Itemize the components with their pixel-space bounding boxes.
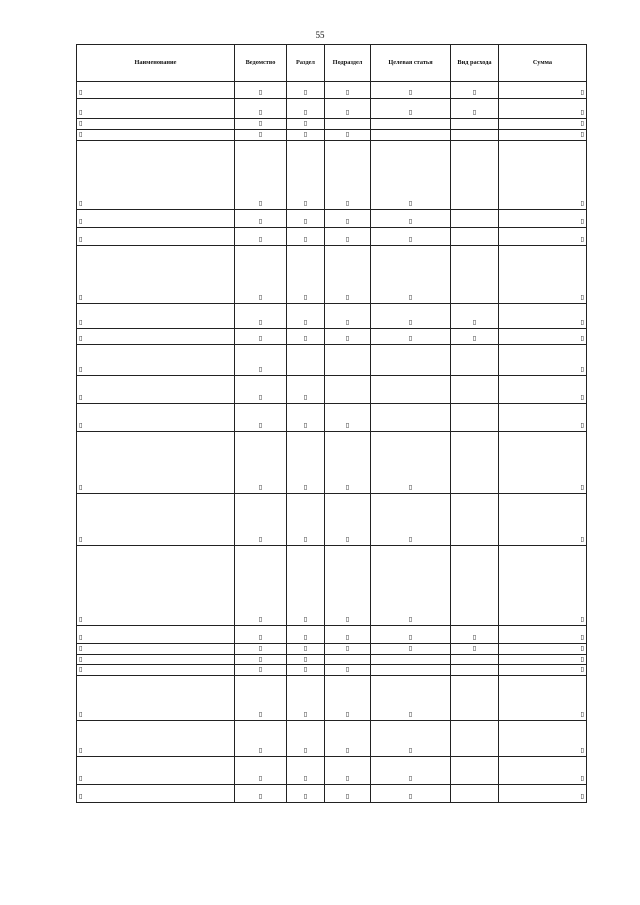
row-expense-type-cell xyxy=(451,676,499,721)
col-header-name: Наименование xyxy=(77,45,235,82)
row-dept-cell: ▯ xyxy=(235,119,287,130)
row-section-cell xyxy=(287,344,325,375)
row-subsection-cell: ▯ xyxy=(325,431,371,493)
row-expense-type-cell xyxy=(451,785,499,803)
row-target-cell xyxy=(371,129,451,140)
row-name-cell: ▯ xyxy=(77,785,235,803)
row-section-cell: ▯ xyxy=(287,643,325,654)
row-section-cell: ▯ xyxy=(287,245,325,303)
row-expense-type-cell: ▯ xyxy=(451,643,499,654)
row-section-cell: ▯ xyxy=(287,493,325,545)
row-name-cell: ▯ xyxy=(77,431,235,493)
row-section-cell: ▯ xyxy=(287,209,325,227)
row-target-cell xyxy=(371,375,451,403)
row-name-cell: ▯ xyxy=(77,643,235,654)
row-section-cell: ▯ xyxy=(287,676,325,721)
row-section-cell: ▯ xyxy=(287,119,325,130)
page-number: 55 xyxy=(315,30,325,40)
table-row xyxy=(77,375,587,403)
row-amount-cell: ▯ xyxy=(499,82,587,99)
row-dept-cell: ▯ xyxy=(235,403,287,431)
row-subsection-cell xyxy=(325,344,371,375)
row-dept-cell: ▯ xyxy=(235,654,287,665)
row-amount-cell: ▯ xyxy=(499,757,587,785)
row-section-cell: ▯ xyxy=(287,431,325,493)
row-dept-cell: ▯ xyxy=(235,245,287,303)
row-dept-cell: ▯ xyxy=(235,328,287,344)
budget-table xyxy=(76,44,587,803)
row-dept-cell: ▯ xyxy=(235,129,287,140)
table-row xyxy=(77,545,587,625)
row-dept-cell: ▯ xyxy=(235,99,287,119)
table-row xyxy=(77,431,587,493)
row-dept-cell: ▯ xyxy=(235,303,287,328)
row-section-cell: ▯ xyxy=(287,82,325,99)
row-name-cell: ▯ xyxy=(77,676,235,721)
row-dept-cell: ▯ xyxy=(235,625,287,643)
row-target-cell: ▯ xyxy=(371,625,451,643)
row-amount-cell: ▯ xyxy=(499,245,587,303)
table-row xyxy=(77,344,587,375)
row-name-cell: ▯ xyxy=(77,82,235,99)
row-subsection-cell: ▯ xyxy=(325,129,371,140)
row-name-cell: ▯ xyxy=(77,665,235,676)
row-dept-cell: ▯ xyxy=(235,643,287,654)
row-dept-cell: ▯ xyxy=(235,82,287,99)
row-section-cell: ▯ xyxy=(287,227,325,245)
row-name-cell: ▯ xyxy=(77,757,235,785)
row-section-cell: ▯ xyxy=(287,403,325,431)
row-amount-cell: ▯ xyxy=(499,209,587,227)
row-subsection-cell: ▯ xyxy=(325,99,371,119)
row-section-cell: ▯ xyxy=(287,375,325,403)
row-amount-cell: ▯ xyxy=(499,403,587,431)
row-amount-cell: ▯ xyxy=(499,665,587,676)
row-subsection-cell: ▯ xyxy=(325,493,371,545)
row-dept-cell: ▯ xyxy=(235,545,287,625)
row-amount-cell: ▯ xyxy=(499,328,587,344)
row-target-cell xyxy=(371,654,451,665)
row-target-cell xyxy=(371,344,451,375)
row-expense-type-cell xyxy=(451,119,499,130)
row-subsection-cell: ▯ xyxy=(325,721,371,757)
row-name-cell: ▯ xyxy=(77,119,235,130)
row-target-cell xyxy=(371,119,451,130)
row-target-cell: ▯ xyxy=(371,493,451,545)
row-amount-cell: ▯ xyxy=(499,643,587,654)
row-subsection-cell: ▯ xyxy=(325,625,371,643)
row-expense-type-cell xyxy=(451,493,499,545)
row-name-cell: ▯ xyxy=(77,140,235,209)
row-amount-cell: ▯ xyxy=(499,545,587,625)
row-expense-type-cell: ▯ xyxy=(451,303,499,328)
row-subsection-cell xyxy=(325,654,371,665)
col-header-amount: Сумма xyxy=(499,45,587,82)
row-dept-cell: ▯ xyxy=(235,785,287,803)
row-subsection-cell: ▯ xyxy=(325,227,371,245)
row-dept-cell: ▯ xyxy=(235,757,287,785)
row-subsection-cell xyxy=(325,119,371,130)
row-subsection-cell: ▯ xyxy=(325,245,371,303)
row-dept-cell: ▯ xyxy=(235,493,287,545)
row-subsection-cell: ▯ xyxy=(325,643,371,654)
row-target-cell: ▯ xyxy=(371,785,451,803)
row-name-cell: ▯ xyxy=(77,328,235,344)
row-dept-cell: ▯ xyxy=(235,140,287,209)
row-target-cell: ▯ xyxy=(371,140,451,209)
table-header-row xyxy=(77,45,587,82)
row-target-cell: ▯ xyxy=(371,303,451,328)
table-row xyxy=(77,209,587,227)
row-dept-cell: ▯ xyxy=(235,676,287,721)
row-expense-type-cell xyxy=(451,245,499,303)
row-expense-type-cell: ▯ xyxy=(451,99,499,119)
table-row xyxy=(77,328,587,344)
row-dept-cell: ▯ xyxy=(235,375,287,403)
row-dept-cell: ▯ xyxy=(235,344,287,375)
row-expense-type-cell xyxy=(451,757,499,785)
row-target-cell: ▯ xyxy=(371,757,451,785)
row-target-cell: ▯ xyxy=(371,209,451,227)
table-row xyxy=(77,140,587,209)
row-amount-cell: ▯ xyxy=(499,676,587,721)
row-target-cell: ▯ xyxy=(371,227,451,245)
row-target-cell: ▯ xyxy=(371,643,451,654)
table-row xyxy=(77,721,587,757)
row-target-cell: ▯ xyxy=(371,721,451,757)
col-header-target: Целевая статья xyxy=(371,45,451,82)
table-row xyxy=(77,643,587,654)
row-expense-type-cell xyxy=(451,665,499,676)
row-expense-type-cell xyxy=(451,545,499,625)
row-expense-type-cell xyxy=(451,227,499,245)
row-subsection-cell: ▯ xyxy=(325,140,371,209)
row-target-cell xyxy=(371,665,451,676)
row-dept-cell: ▯ xyxy=(235,431,287,493)
row-section-cell: ▯ xyxy=(287,129,325,140)
row-amount-cell: ▯ xyxy=(499,375,587,403)
row-amount-cell: ▯ xyxy=(499,493,587,545)
row-target-cell xyxy=(371,403,451,431)
table-row xyxy=(77,119,587,130)
row-section-cell: ▯ xyxy=(287,757,325,785)
table-row xyxy=(77,785,587,803)
row-expense-type-cell xyxy=(451,721,499,757)
row-subsection-cell: ▯ xyxy=(325,403,371,431)
row-amount-cell: ▯ xyxy=(499,119,587,130)
row-name-cell: ▯ xyxy=(77,303,235,328)
row-amount-cell: ▯ xyxy=(499,431,587,493)
row-amount-cell: ▯ xyxy=(499,721,587,757)
table-row xyxy=(77,227,587,245)
row-section-cell: ▯ xyxy=(287,785,325,803)
row-expense-type-cell xyxy=(451,140,499,209)
row-target-cell: ▯ xyxy=(371,82,451,99)
table-row xyxy=(77,303,587,328)
row-name-cell: ▯ xyxy=(77,209,235,227)
row-expense-type-cell: ▯ xyxy=(451,328,499,344)
row-dept-cell: ▯ xyxy=(235,227,287,245)
row-name-cell: ▯ xyxy=(77,99,235,119)
row-name-cell: ▯ xyxy=(77,721,235,757)
row-name-cell: ▯ xyxy=(77,344,235,375)
table-body xyxy=(77,82,587,803)
row-target-cell: ▯ xyxy=(371,431,451,493)
row-section-cell: ▯ xyxy=(287,625,325,643)
table-row xyxy=(77,99,587,119)
row-amount-cell: ▯ xyxy=(499,99,587,119)
row-expense-type-cell: ▯ xyxy=(451,625,499,643)
row-amount-cell: ▯ xyxy=(499,227,587,245)
row-name-cell: ▯ xyxy=(77,129,235,140)
row-subsection-cell xyxy=(325,375,371,403)
row-subsection-cell: ▯ xyxy=(325,785,371,803)
row-name-cell: ▯ xyxy=(77,654,235,665)
table-row xyxy=(77,493,587,545)
row-expense-type-cell xyxy=(451,375,499,403)
row-expense-type-cell xyxy=(451,403,499,431)
col-header-subsection: Подраздел xyxy=(325,45,371,82)
row-section-cell: ▯ xyxy=(287,665,325,676)
table-row xyxy=(77,665,587,676)
table-row xyxy=(77,403,587,431)
table-row xyxy=(77,82,587,99)
row-amount-cell: ▯ xyxy=(499,344,587,375)
row-target-cell: ▯ xyxy=(371,328,451,344)
row-section-cell: ▯ xyxy=(287,721,325,757)
row-name-cell: ▯ xyxy=(77,493,235,545)
row-amount-cell: ▯ xyxy=(499,303,587,328)
row-expense-type-cell xyxy=(451,431,499,493)
table-row xyxy=(77,757,587,785)
row-target-cell: ▯ xyxy=(371,99,451,119)
row-expense-type-cell xyxy=(451,129,499,140)
row-amount-cell: ▯ xyxy=(499,654,587,665)
row-subsection-cell: ▯ xyxy=(325,82,371,99)
row-amount-cell: ▯ xyxy=(499,625,587,643)
row-subsection-cell: ▯ xyxy=(325,676,371,721)
row-dept-cell: ▯ xyxy=(235,209,287,227)
row-section-cell: ▯ xyxy=(287,140,325,209)
row-amount-cell: ▯ xyxy=(499,129,587,140)
row-section-cell: ▯ xyxy=(287,545,325,625)
row-section-cell: ▯ xyxy=(287,303,325,328)
table-row xyxy=(77,654,587,665)
row-subsection-cell: ▯ xyxy=(325,209,371,227)
row-target-cell: ▯ xyxy=(371,245,451,303)
row-amount-cell: ▯ xyxy=(499,140,587,209)
row-name-cell: ▯ xyxy=(77,545,235,625)
row-target-cell: ▯ xyxy=(371,545,451,625)
row-subsection-cell: ▯ xyxy=(325,303,371,328)
row-section-cell: ▯ xyxy=(287,654,325,665)
row-subsection-cell: ▯ xyxy=(325,545,371,625)
table-row xyxy=(77,129,587,140)
row-subsection-cell: ▯ xyxy=(325,665,371,676)
row-name-cell: ▯ xyxy=(77,403,235,431)
row-expense-type-cell xyxy=(451,344,499,375)
row-name-cell: ▯ xyxy=(77,245,235,303)
row-expense-type-cell: ▯ xyxy=(451,82,499,99)
row-expense-type-cell xyxy=(451,654,499,665)
row-name-cell: ▯ xyxy=(77,375,235,403)
col-header-section: Раздел xyxy=(287,45,325,82)
row-amount-cell: ▯ xyxy=(499,785,587,803)
table-row xyxy=(77,676,587,721)
row-subsection-cell: ▯ xyxy=(325,757,371,785)
row-section-cell: ▯ xyxy=(287,328,325,344)
row-name-cell: ▯ xyxy=(77,625,235,643)
row-expense-type-cell xyxy=(451,209,499,227)
col-header-dept: Ведомство xyxy=(235,45,287,82)
row-name-cell: ▯ xyxy=(77,227,235,245)
row-dept-cell: ▯ xyxy=(235,665,287,676)
row-section-cell: ▯ xyxy=(287,99,325,119)
row-subsection-cell: ▯ xyxy=(325,328,371,344)
table-row xyxy=(77,625,587,643)
table-row xyxy=(77,245,587,303)
row-target-cell: ▯ xyxy=(371,676,451,721)
col-header-expense-type: Вид расхода xyxy=(451,45,499,82)
row-dept-cell: ▯ xyxy=(235,721,287,757)
